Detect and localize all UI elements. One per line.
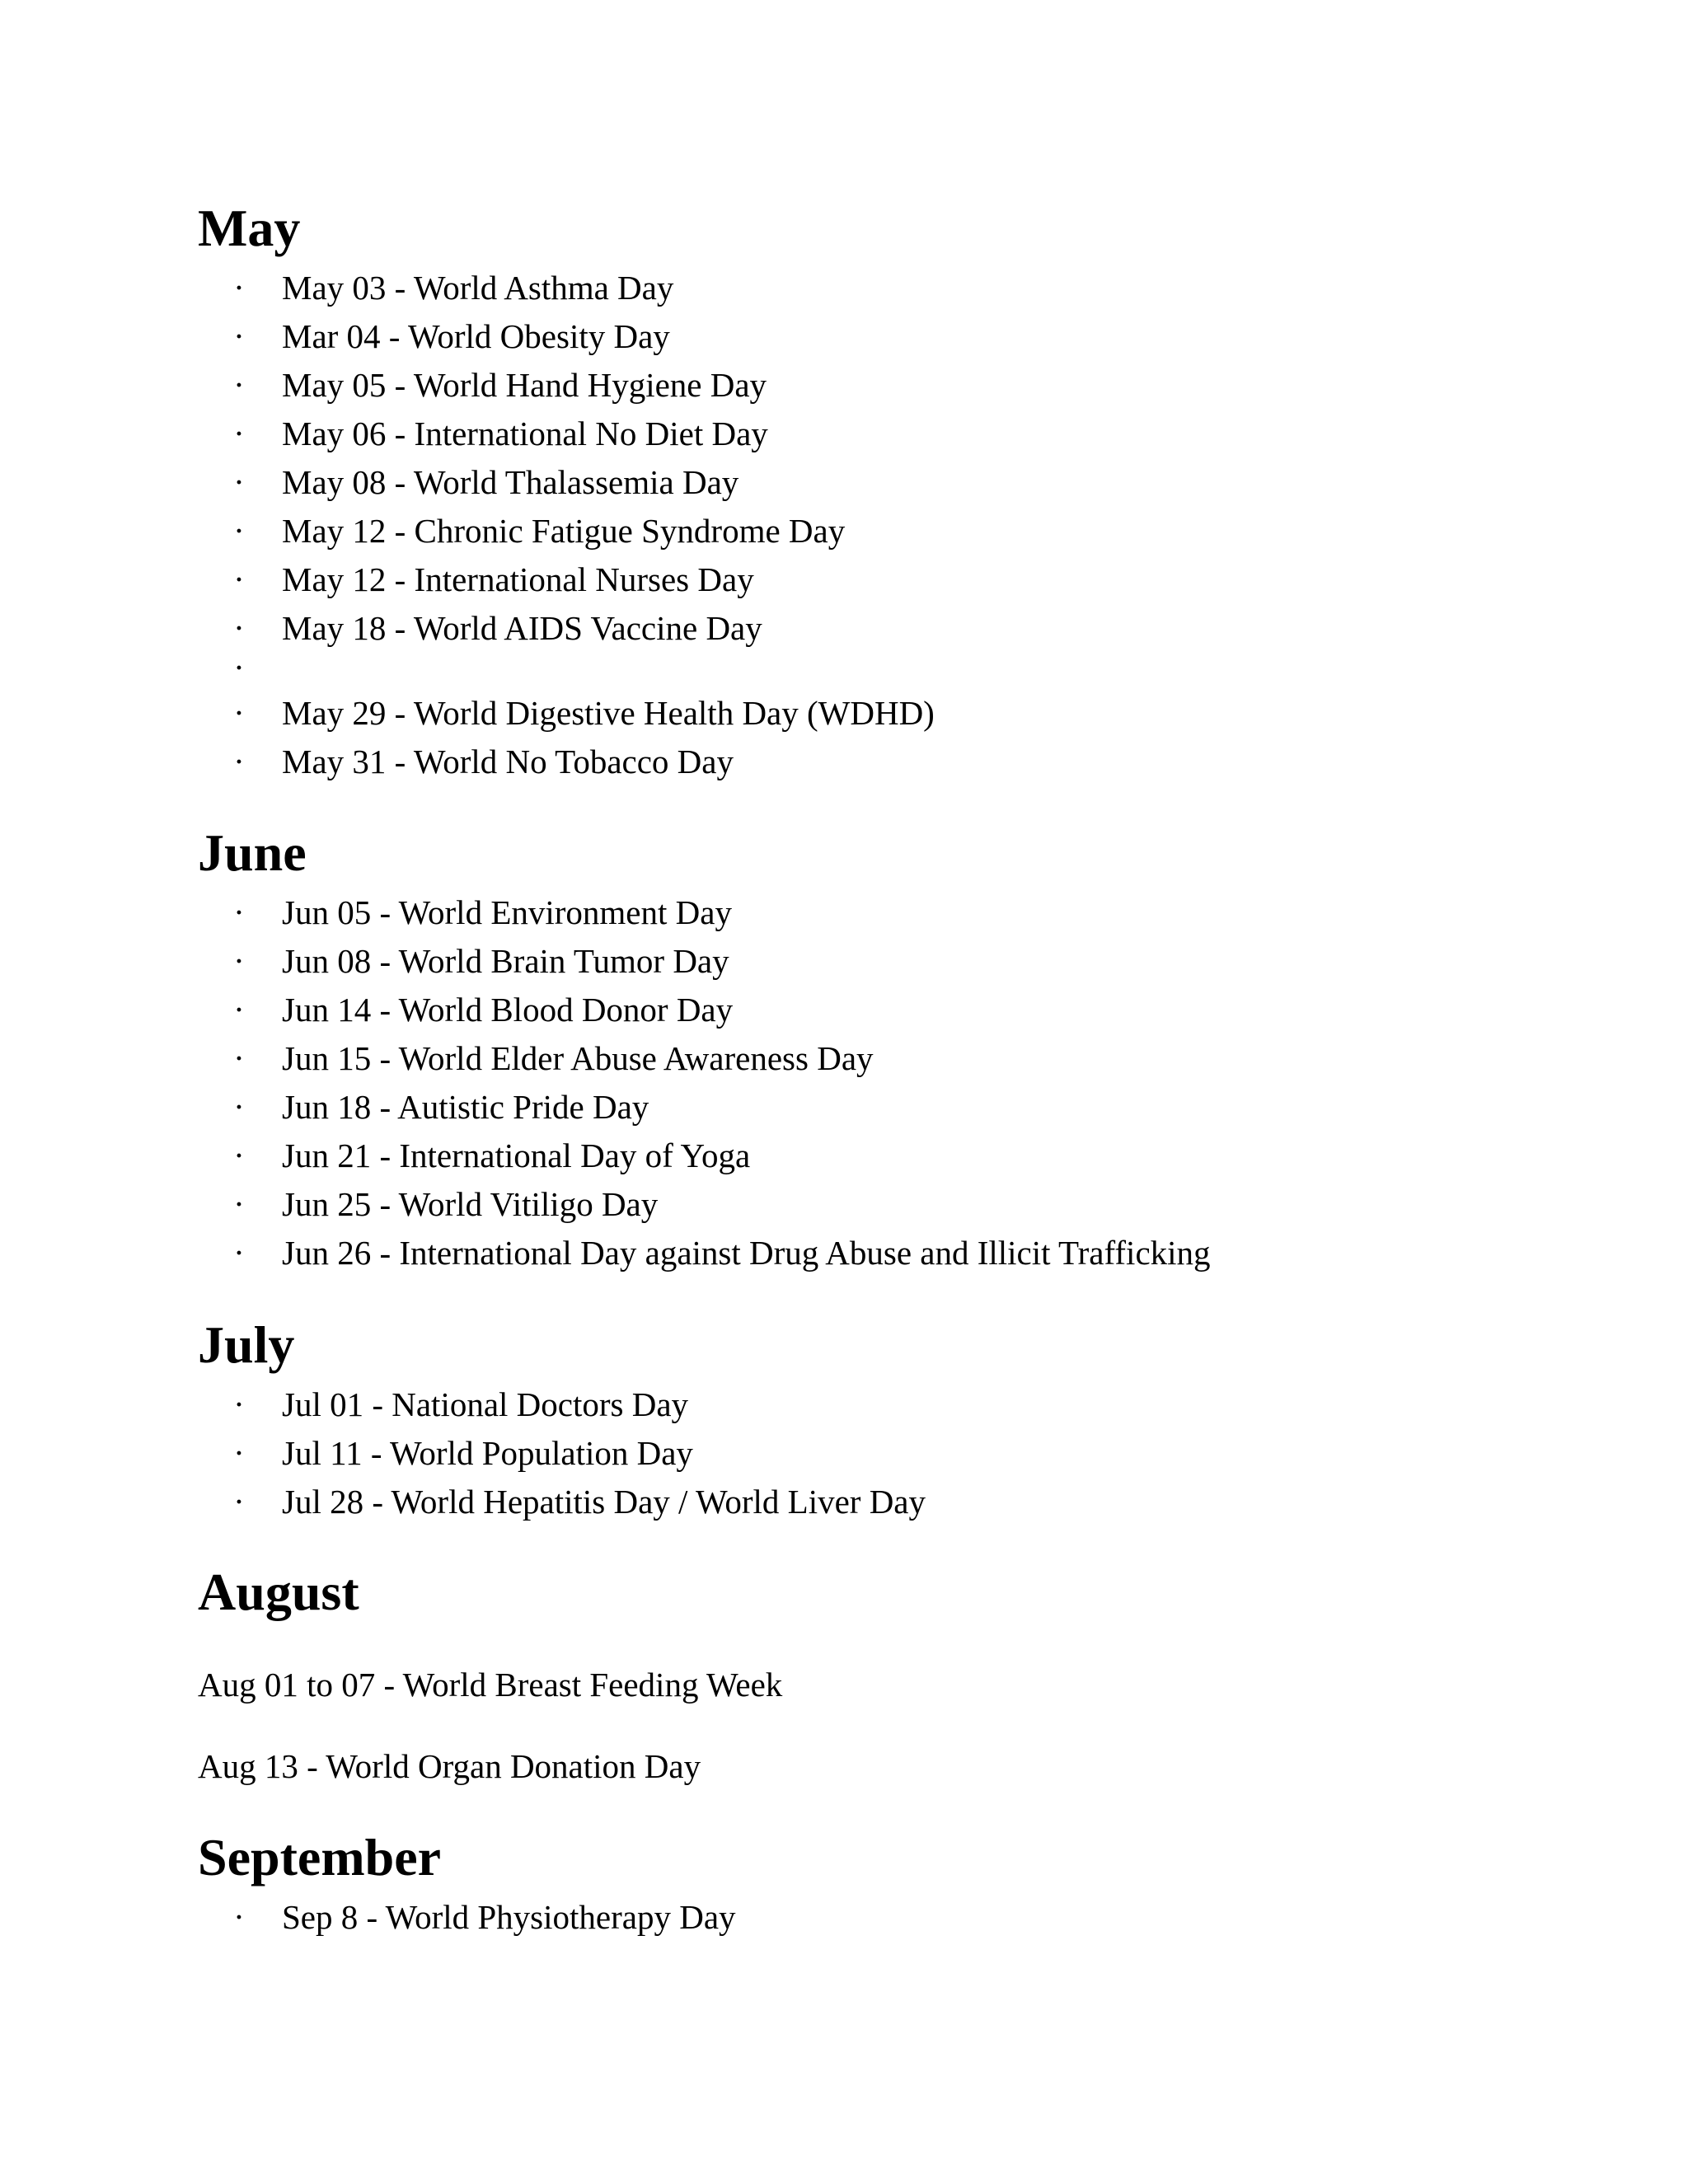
list-item <box>0 1480 1566 1523</box>
bullet-icon: · <box>233 1385 245 1423</box>
list-item-text: May 18 - World AIDS Vaccine Day <box>282 609 762 647</box>
paragraph: Aug 13 - World Organ Donation Day <box>198 1747 701 1785</box>
paragraph: Aug 01 to 07 - World Breast Feeding Week <box>198 1666 783 1704</box>
list-item-text: May 03 - World Asthma Day <box>282 269 674 307</box>
list-item-text: Jul 01 - National Doctors Day <box>282 1385 689 1423</box>
list-item-text: Jun 05 - World Environment Day <box>282 893 732 931</box>
list-item <box>0 315 1566 358</box>
bullet-icon: · <box>233 991 245 1029</box>
list-item-text: Mar 04 - World Obesity Day <box>282 317 670 355</box>
list-item-text: May 29 - World Digestive Health Day (WDHD) <box>282 694 935 732</box>
list-item-text: Jun 15 - World Elder Abuse Awareness Day <box>282 1039 874 1077</box>
list-item <box>0 988 1566 1031</box>
list-item-text: Jun 21 - International Day of Yoga <box>282 1137 751 1174</box>
list-item <box>0 558 1566 601</box>
list-item <box>0 412 1566 455</box>
bullet-icon: · <box>233 1088 245 1126</box>
bullet-icon: · <box>233 415 245 452</box>
list-item-empty <box>0 646 1566 689</box>
bullet-icon: · <box>233 1234 245 1272</box>
section-heading-may: May <box>198 199 301 257</box>
bullet-icon: · <box>233 1137 245 1174</box>
bullet-icon: · <box>233 1898 245 1936</box>
bullet-icon: · <box>233 317 245 355</box>
list-item-text: May 06 - International No Diet Day <box>282 415 768 452</box>
list-item <box>0 607 1566 649</box>
bullet-icon: · <box>233 1185 245 1223</box>
list-item <box>0 266 1566 309</box>
bullet-icon: · <box>233 893 245 931</box>
bullet-icon: · <box>233 1483 245 1521</box>
list-item-text: Jul 28 - World Hepatitis Day / World Liver Day <box>282 1483 926 1521</box>
bullet-icon: · <box>233 942 245 980</box>
list-item-text: May 12 - Chronic Fatigue Syndrome Day <box>282 512 846 550</box>
list-item <box>0 740 1566 783</box>
list-item-text: Jun 08 - World Brain Tumor Day <box>282 942 729 980</box>
section-heading-september: September <box>198 1828 442 1886</box>
list-item-text: May 05 - World Hand Hygiene Day <box>282 366 767 404</box>
list-item <box>0 1134 1566 1177</box>
list-item-text: May 31 - World No Tobacco Day <box>282 743 734 780</box>
bullet-icon: · <box>233 512 245 550</box>
list-item <box>0 509 1566 552</box>
list-item <box>0 1231 1566 1274</box>
section-heading-july: July <box>198 1315 295 1374</box>
list-item <box>0 363 1566 406</box>
bullet-icon: · <box>233 743 245 780</box>
list-item <box>0 891 1566 934</box>
bullet-icon: · <box>233 694 245 732</box>
list-item <box>0 1183 1566 1226</box>
list-item-text: Jun 25 - World Vitiligo Day <box>282 1185 659 1223</box>
bullet-icon: · <box>233 269 245 307</box>
section-heading-june: June <box>198 823 307 882</box>
list-item <box>0 1896 1566 1938</box>
section-heading-august: August <box>198 1563 359 1621</box>
bullet-icon: · <box>233 560 245 598</box>
bullet-icon: · <box>233 463 245 501</box>
list-item-text: Jun 18 - Autistic Pride Day <box>282 1088 649 1126</box>
list-item <box>0 1383 1566 1426</box>
list-item <box>0 1085 1566 1128</box>
list-item-text: May 08 - World Thalassemia Day <box>282 463 739 501</box>
bullet-icon: · <box>233 1434 245 1472</box>
bullet-icon: · <box>233 609 245 647</box>
bullet-icon: · <box>233 366 245 404</box>
list-item-text: May 12 - International Nurses Day <box>282 560 754 598</box>
bullet-icon: · <box>233 1039 245 1077</box>
bullet-icon: · <box>233 649 245 687</box>
list-item-text: Sep 8 - World Physiotherapy Day <box>282 1898 736 1936</box>
list-item <box>0 691 1566 734</box>
list-item <box>0 461 1566 504</box>
list-item <box>0 1037 1566 1080</box>
list-item <box>0 1432 1566 1474</box>
list-item-text: Jul 11 - World Population Day <box>282 1434 693 1472</box>
list-item-text: Jun 26 - International Day against Drug Abuse and Illicit Trafficking <box>282 1234 1211 1272</box>
list-item-text: Jun 14 - World Blood Donor Day <box>282 991 734 1029</box>
list-item <box>0 940 1566 982</box>
